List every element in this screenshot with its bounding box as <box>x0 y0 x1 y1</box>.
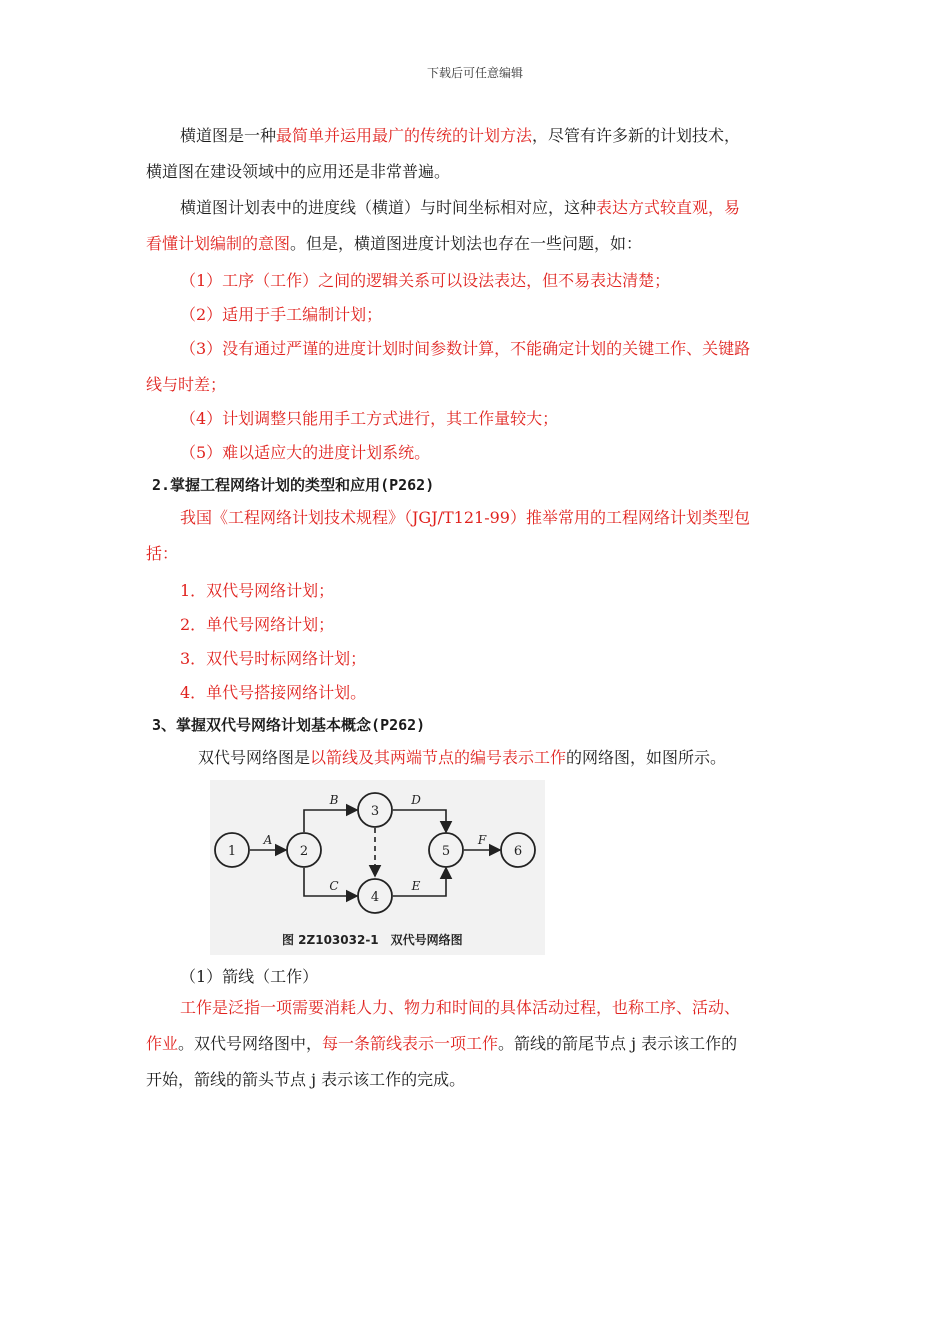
node-label-2: 2 <box>299 844 309 859</box>
issue-item-5: （5）难以适应大的进度计划系统。 <box>180 443 431 462</box>
paragraph-gantt-intro <box>146 118 808 190</box>
text: ，尽管有许多新的计划技术， <box>532 126 741 145</box>
text: 双代号网络图是 <box>198 748 311 767</box>
arrow-label-e: E <box>411 879 421 893</box>
section-heading-3: 3、掌握双代号网络计划基本概念(P262) <box>152 716 426 734</box>
node-label-1: 1 <box>227 844 237 859</box>
node-label-6: 6 <box>513 844 523 859</box>
subheading-arrow-work: （1）箭线（工作） <box>180 967 319 986</box>
page-header: 下载后可任意编辑 <box>426 66 523 80</box>
text: 我国《工程网络计划技术规程》（JGJ/T121-99）推举常用的工程网络计划类型包 <box>180 508 750 527</box>
paragraph-gantt-features <box>146 190 808 262</box>
arrow-b <box>304 810 357 832</box>
emphasis-text: 最简单并运用最广的传统的计划方法 <box>276 126 533 145</box>
emphasis-text: 每一条箭线表示一项工作 <box>322 1034 499 1053</box>
emphasis-text: 作业 <box>146 1034 179 1053</box>
text: 。双代号网络图中， <box>178 1034 323 1053</box>
type-item-3: 3．双代号时标网络计划； <box>180 649 367 668</box>
paragraph-double-code-intro <box>198 740 808 776</box>
text: 横道图是一种 <box>180 126 277 145</box>
text: 开始，箭线的箭头节点 j 表示该工作的完成。 <box>146 1070 466 1089</box>
issue-item-2: （2）适用于手工编制计划； <box>180 305 383 324</box>
text: 。但是，横道图进度计划法也存在一些问题，如： <box>290 234 643 253</box>
type-item-1: 1．双代号网络计划； <box>180 581 335 600</box>
arrow-label-a: A <box>263 833 273 847</box>
paragraph-network-types <box>146 500 808 572</box>
arrow-label-b: B <box>329 793 339 807</box>
node-label-4: 4 <box>370 890 380 905</box>
type-item-2: 2．单代号网络计划； <box>180 615 335 634</box>
issue-item-3-cont: 线与时差； <box>146 375 227 394</box>
section-heading-2: 2.掌握工程网络计划的类型和应用(P262) <box>152 476 435 494</box>
issue-item-1: （1）工序（工作）之间的逻辑关系可以设法表达，但不易表达清楚； <box>180 271 671 290</box>
network-diagram <box>210 780 545 955</box>
node-label-3: 3 <box>370 804 380 819</box>
text: 横道图在建设领域中的应用还是非常普遍。 <box>146 162 451 181</box>
network-diagram-figure <box>210 780 545 955</box>
issue-item-3: （3）没有通过严谨的进度计划时间参数计算，不能确定计划的关键工作、关键路 <box>180 339 751 358</box>
text: 括： <box>146 544 179 563</box>
node-label-5: 5 <box>441 844 451 859</box>
text: 横道图计划表中的进度线（横道）与时间坐标相对应，这种 <box>180 198 597 217</box>
emphasis-text: 工作是泛指一项需要消耗人力、物力和时间的具体活动过程，也称工序、活动、 <box>180 998 741 1017</box>
arrow-label-d: D <box>411 793 421 807</box>
emphasis-text: 表达方式较直观，易 <box>596 198 741 217</box>
type-item-4: 4．单代号搭接网络计划。 <box>180 683 367 702</box>
emphasis-text: 看懂计划编制的意图 <box>146 234 291 253</box>
issue-item-4: （4）计划调整只能用手工方式进行，其工作量较大； <box>180 409 559 428</box>
text: 。箭线的箭尾节点 j 表示该工作的 <box>498 1034 738 1053</box>
text: 的网络图，如图所示。 <box>566 748 727 767</box>
emphasis-text: 以箭线及其两端节点的编号表示工作 <box>310 748 567 767</box>
arrow-label-f: F <box>477 833 487 847</box>
figure-caption: 图 2Z103032-1 双代号网络图 <box>282 933 463 947</box>
paragraph-work-definition <box>146 990 808 1098</box>
arrow-label-c: C <box>329 879 339 893</box>
arrow-d <box>393 810 446 832</box>
